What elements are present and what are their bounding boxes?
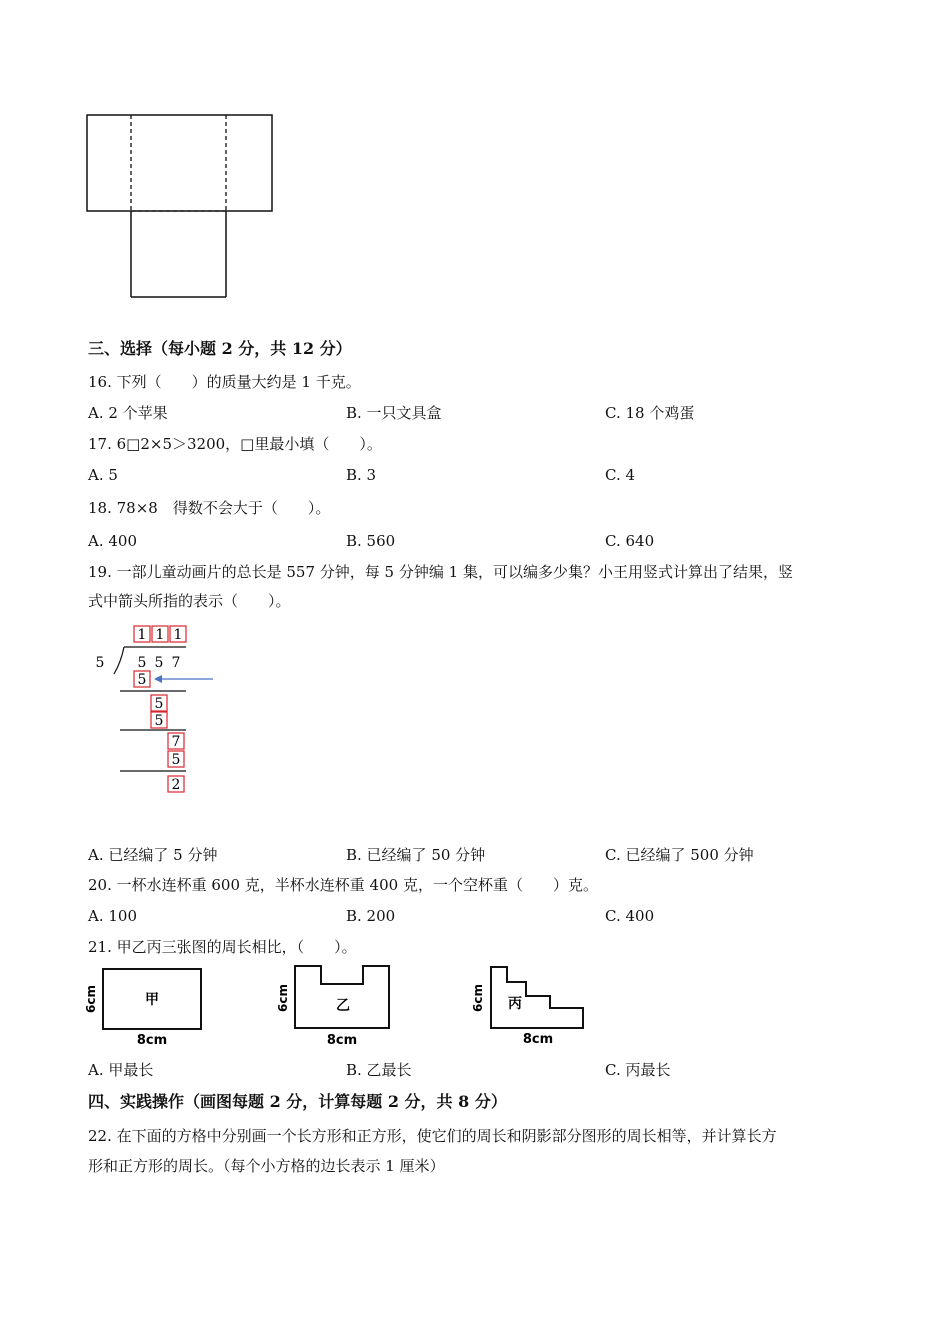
dividend-digit-1: 5 [137, 655, 147, 671]
quotient-digit-3: 1 [173, 627, 183, 643]
q18-option-b: B. 560 [346, 532, 396, 550]
q21-option-a: A. 甲最长 [88, 1061, 154, 1079]
long-division-figure [88, 620, 228, 800]
shape-yi-figure [278, 958, 408, 1050]
q16-stem: 16. 下列（ ）的质量大约是 1 千克。 [88, 373, 361, 391]
quotient-digit-2: 1 [155, 627, 165, 643]
q20-option-b: B. 200 [346, 907, 396, 925]
quotient-digit-1: 1 [137, 627, 147, 643]
q16-option-c: C. 18 个鸡蛋 [605, 404, 695, 422]
shape-bing-height-label: 6cm [471, 984, 485, 1012]
q18-option-c: C. 640 [605, 532, 655, 550]
dividend-digit-2: 5 [154, 655, 164, 671]
shape-bing-label: 丙 [508, 996, 522, 1012]
step-digit-1: 5 [137, 672, 147, 688]
q19-option-c: C. 已经编了 500 分钟 [605, 846, 754, 864]
section-4-heading: 四、实践操作（画图每题 2 分，计算每题 2 分，共 8 分） [88, 1092, 507, 1111]
q21-option-b: B. 乙最长 [346, 1061, 412, 1079]
q17-option-b: B. 3 [346, 466, 377, 484]
step-digit-2: 5 [154, 696, 164, 712]
shape-yi-width-label: 8cm [326, 1033, 358, 1048]
q21-stem: 21. 甲乙丙三张图的周长相比，（ ）。 [88, 938, 357, 956]
shape-yi-label: 乙 [336, 998, 350, 1014]
arrow-icon [154, 675, 162, 683]
q22-line2: 形和正方形的周长。（每个小方格的边长表示 1 厘米） [88, 1157, 445, 1175]
q19-option-a: A. 已经编了 5 分钟 [88, 846, 218, 864]
q16-option-a: A. 2 个苹果 [88, 404, 168, 422]
step-digit-3: 5 [154, 713, 164, 729]
shape-bing-width-label: 8cm [522, 1032, 554, 1047]
section-3-heading: 三、选择（每小题 2 分，共 12 分） [88, 339, 352, 358]
q18-stem: 18. 78×8 得数不会大于（ ）。 [88, 499, 331, 517]
q19-stem-line2: 式中箭头所指的表示（ ）。 [88, 592, 291, 610]
dividend-digit-3: 7 [171, 655, 181, 671]
q20-option-c: C. 400 [605, 907, 655, 925]
q20-stem: 20. 一杯水连杯重 600 克，半杯水连杯重 400 克，一个空杯重（ ）克。 [88, 876, 598, 894]
remainder-digit: 2 [171, 777, 181, 793]
shape-jia-height-label: 6cm [84, 985, 98, 1013]
divisor: 5 [95, 655, 105, 671]
step-digit-4: 7 [171, 734, 181, 750]
shape-jia-label: 甲 [145, 992, 159, 1008]
step-digit-5: 5 [171, 752, 181, 768]
q18-option-a: A. 400 [88, 532, 137, 550]
q16-option-b: B. 一只文具盒 [346, 404, 442, 422]
q17-option-a: A. 5 [88, 466, 118, 484]
box-net-figure [80, 108, 280, 304]
shape-yi-height-label: 6cm [276, 984, 290, 1012]
q19-stem-line1: 19. 一部儿童动画片的总长是 557 分钟，每 5 分钟编 1 集，可以编多少集？小王用竖式计算出了结果，竖 [88, 563, 793, 581]
shape-jia-width-label: 8cm [136, 1033, 168, 1048]
q22-line1: 22. 在下面的方格中分别画一个长方形和正方形，使它们的周长和阴影部分图形的周长相等，并计算长方 [88, 1127, 777, 1145]
q21-option-c: C. 丙最长 [605, 1061, 671, 1079]
shape-jia-figure [86, 964, 216, 1049]
shape-bing-figure [470, 960, 600, 1048]
q20-option-a: A. 100 [88, 907, 137, 925]
q17-stem: 17. 6□2×5＞3200，□里最小填（ ）。 [88, 435, 382, 453]
q19-option-b: B. 已经编了 50 分钟 [346, 846, 486, 864]
q17-option-c: C. 4 [605, 466, 636, 484]
